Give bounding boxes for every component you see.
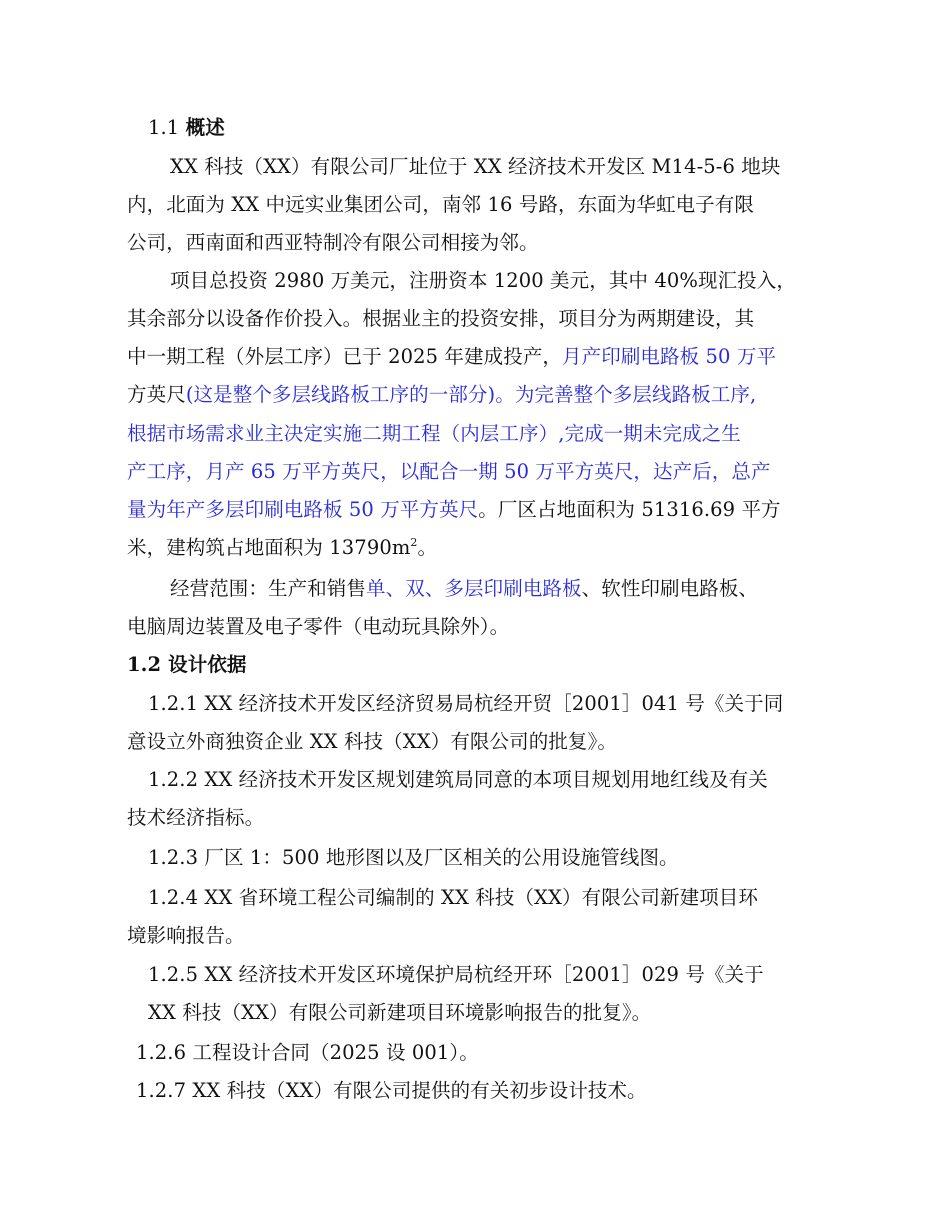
text-segment: 、软性印刷电路板、 <box>581 577 759 600</box>
paragraph-line <box>127 381 756 409</box>
paragraph-line: 内，北面为 XX 中远实业集团公司，南邻 16 号路，东面为华虹电子有限 <box>127 193 754 216</box>
list-item-continuation: 境影响报告。 <box>127 924 245 947</box>
paragraph-line <box>127 534 437 562</box>
list-item: 1.2.6 工程设计合同（2025 设 001）。 <box>136 1041 479 1064</box>
text-segment: 。厂区占地面积为 51316.69 平方 <box>478 498 781 521</box>
list-item: 1.2.2 XX 经济技术开发区规划建筑局同意的本项目规划用地红线及有关 <box>148 768 768 791</box>
paragraph-line <box>127 496 781 524</box>
list-item: 1.2.3 厂区 1：500 地形图以及厂区相关的公用设施管线图。 <box>148 846 679 869</box>
section-1-2-heading: 1.2 设计依据 <box>127 653 247 676</box>
superscript: 2 <box>410 536 418 549</box>
text-segment: 中一期工程（外层工序）已于 2025 年建成投产， <box>127 345 563 368</box>
paragraph-line <box>170 575 758 603</box>
highlighted-text: (这是整个多层线路板工序的一部分)。为完善整个多层线路板工序, <box>185 383 757 406</box>
text-segment: 方英尺 <box>127 383 186 406</box>
highlighted-line: 产工序，月产 65 万平方英尺，以配合一期 50 万平方英尺，达产后，总产 <box>127 460 771 483</box>
list-item-continuation: XX 科技（XX）有限公司新建项目环境影响报告的批复》。 <box>148 1001 652 1024</box>
text-segment: 经营范围：生产和销售 <box>170 577 367 600</box>
paragraph-line: 公司，西南面和西亚特制冷有限公司相接为邻。 <box>127 231 539 254</box>
paragraph-line: 项目总投资 2980 万美元，注册资本 1200 美元，其中 40%现汇投入， <box>170 269 796 292</box>
list-item: 1.2.5 XX 经济技术开发区环境保护局杭经开环［2001］029 号《关于 <box>148 963 764 986</box>
paragraph-line: 其余部分以设备作价投入。根据业主的投资安排，项目分为两期建设，其 <box>127 307 755 330</box>
highlighted-line: 根据市场需求业主决定实施二期工程（内层工序）,完成一期未完成之生 <box>127 422 741 445</box>
list-item: 1.2.4 XX 省环境工程公司编制的 XX 科技（XX）有限公司新建项目环 <box>148 886 759 909</box>
section-1-1-heading <box>148 114 225 142</box>
text-segment: 。 <box>417 536 438 559</box>
paragraph-line: 电脑周边装置及电子零件（电动玩具除外）。 <box>127 615 510 638</box>
paragraph-line <box>127 343 776 371</box>
highlighted-text: 单、双、多层印刷电路板 <box>366 577 582 600</box>
list-item-continuation: 意设立外商独资企业 XX 科技（XX）有限公司的批复》。 <box>127 730 617 753</box>
list-item: 1.2.7 XX 科技（XX）有限公司提供的有关初步设计技术。 <box>136 1079 647 1102</box>
list-item: 1.2.1 XX 经济技术开发区经济贸易局杭经开贸［2001］041 号《关于同 <box>148 692 784 715</box>
heading-text: 概述 <box>185 116 225 139</box>
text-segment: 米，建构筑占地面积为 13790m <box>127 536 411 559</box>
highlighted-text: 量为年产多层印刷电路板 50 万平方英尺 <box>127 498 479 521</box>
heading-number: 1.1 <box>148 116 186 139</box>
highlighted-text: 月产印刷电路板 50 万平 <box>562 345 777 368</box>
paragraph-line: XX 科技（XX）有限公司厂址位于 XX 经济技术开发区 M14-5-6 地块 <box>170 155 781 178</box>
list-item-continuation: 技术经济指标。 <box>127 806 265 829</box>
